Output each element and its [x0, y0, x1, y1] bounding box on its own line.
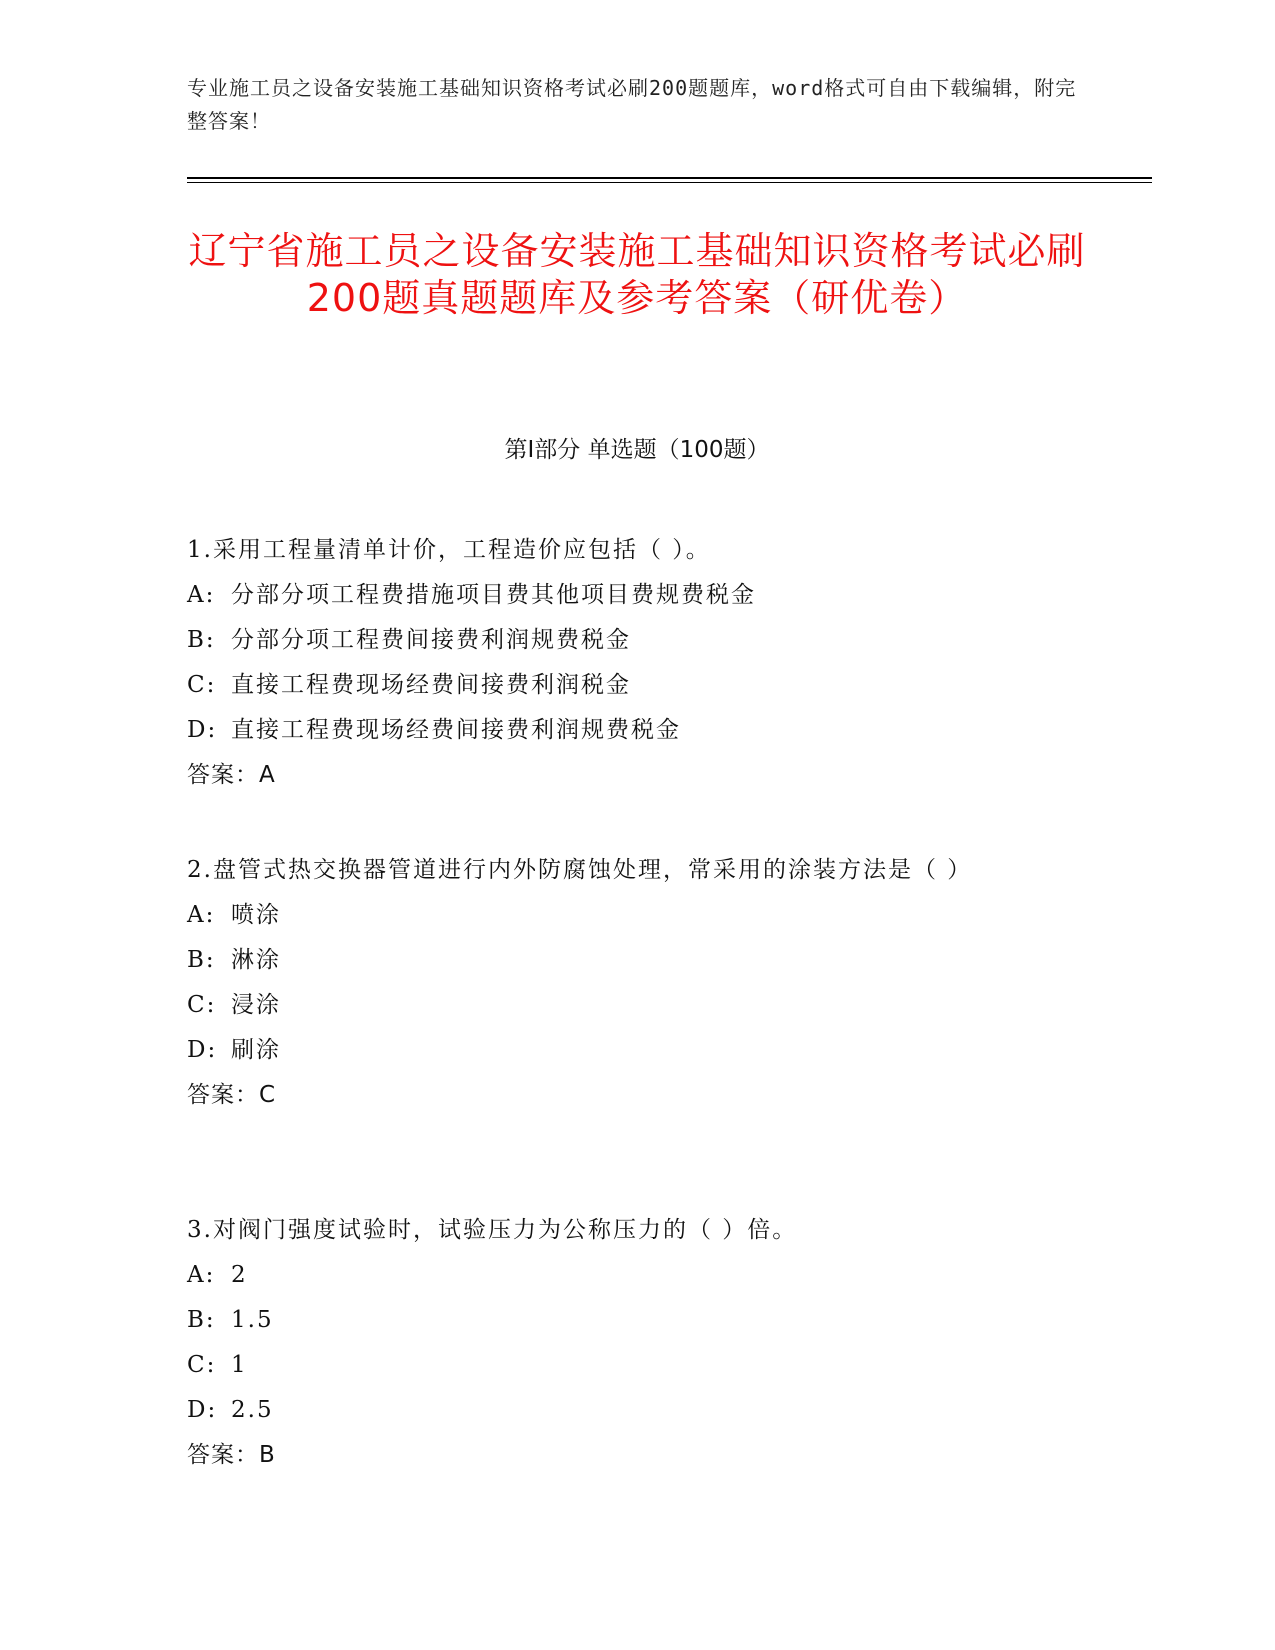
answer-line	[187, 1073, 1057, 1118]
option-b	[187, 938, 1057, 983]
option-text: 浸涂	[231, 992, 281, 1018]
option-c	[187, 663, 1057, 708]
option-text: 1	[231, 1352, 248, 1378]
option-key: A:	[187, 1262, 216, 1288]
answer-value: B	[259, 1442, 275, 1468]
option-key: D:	[187, 717, 218, 743]
header-note: 专业施工员之设备安装施工基础知识资格考试必刷200题题库，word格式可自由下载编辑，附完整答案！	[187, 76, 1077, 133]
option-key: B:	[187, 627, 216, 653]
option-text: 直接工程费现场经费间接费利润税金	[231, 672, 631, 698]
document-title: 辽宁省施工员之设备安装施工基础知识资格考试必刷200题真题题库及参考答案（研优卷）	[188, 229, 1086, 320]
option-d	[187, 1028, 1057, 1073]
option-key: B:	[187, 947, 216, 973]
option-c	[187, 1343, 1057, 1388]
option-key: B:	[187, 1307, 216, 1333]
option-text: 刷涂	[231, 1037, 281, 1063]
option-text: 分部分项工程费措施项目费其他项目费规费税金	[231, 582, 756, 608]
answer-label: 答案：	[187, 1442, 259, 1468]
option-text: 1.5	[231, 1307, 274, 1333]
header-divider-thick	[187, 177, 1152, 179]
answer-line	[187, 1433, 1057, 1478]
option-key: A:	[187, 902, 216, 928]
answer-label: 答案：	[187, 1082, 259, 1108]
option-key: C:	[187, 672, 217, 698]
option-text: 2.5	[231, 1397, 274, 1423]
answer-value: A	[259, 762, 275, 788]
option-text: 直接工程费现场经费间接费利润规费税金	[231, 717, 681, 743]
option-key: A:	[187, 582, 216, 608]
question-stem: 1.采用工程量清单计价，工程造价应包括（ ）。	[187, 537, 711, 563]
option-key: C:	[187, 1352, 217, 1378]
option-d	[187, 1388, 1057, 1433]
option-text: 淋涂	[231, 947, 281, 973]
answer-label: 答案：	[187, 762, 259, 788]
option-text: 2	[231, 1262, 248, 1288]
option-b	[187, 1298, 1057, 1343]
answer-value: C	[259, 1082, 276, 1108]
option-text: 喷涂	[231, 902, 281, 928]
question-2	[187, 848, 1057, 1118]
header-divider-thin	[187, 182, 1152, 183]
option-key: D:	[187, 1037, 218, 1063]
option-key: C:	[187, 992, 217, 1018]
question-stem: 2.盘管式热交换器管道进行内外防腐蚀处理，常采用的涂装方法是（ ）	[187, 857, 973, 883]
question-1	[187, 528, 1057, 798]
option-c	[187, 983, 1057, 1028]
option-a	[187, 893, 1057, 938]
question-3	[187, 1208, 1057, 1478]
question-stem: 3.对阀门强度试验时，试验压力为公称压力的（ ）倍。	[187, 1217, 798, 1243]
section-heading: 第Ⅰ部分 单选题（100题）	[504, 437, 770, 463]
answer-line	[187, 753, 1057, 798]
option-d	[187, 708, 1057, 753]
option-text: 分部分项工程费间接费利润规费税金	[231, 627, 631, 653]
option-a	[187, 1253, 1057, 1298]
option-key: D:	[187, 1397, 218, 1423]
option-b	[187, 618, 1057, 663]
option-a	[187, 573, 1057, 618]
